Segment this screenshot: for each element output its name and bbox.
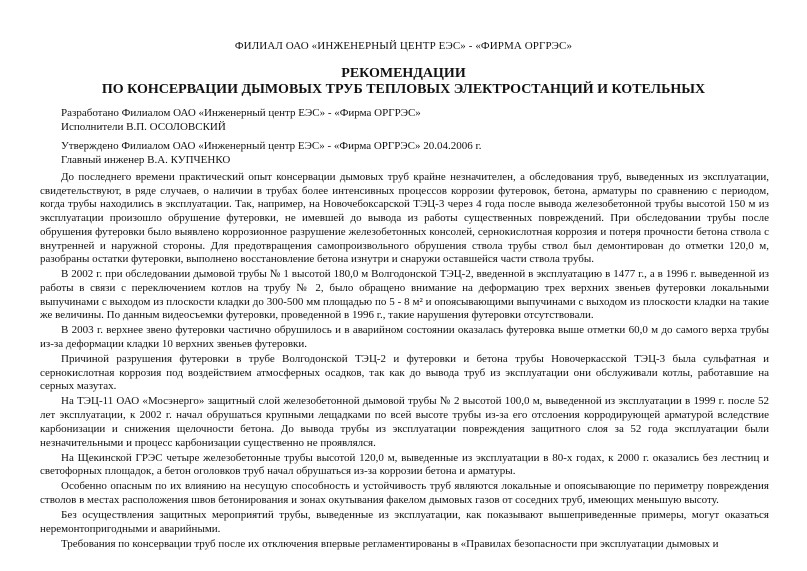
paragraph: В 2003 г. верхнее звено футеровки частично обрушилось и в аварийном состоянии оказалась футеровка выше отметки 60,0 м до самого верха трубы из-за деформации кладки 10 верхних звеньев футеровки.	[40, 324, 769, 351]
development-info	[61, 107, 421, 134]
paragraph: Без осуществления защитных мероприятий трубы, выведенные из эксплуатации, как показывают вышеприведенные примеры, могут оказаться неремонтопригодными и аварийными.	[40, 508, 769, 535]
approval-info	[61, 140, 482, 167]
document-subtitle: ПО КОНСЕРВАЦИИ ДЫМОВЫХ ТРУБ ТЕПЛОВЫХ ЭЛЕКТРОСТАНЦИЙ И КОТЕЛЬНЫХ	[101, 82, 706, 97]
chief-engineer: Главный инженер В.А. КУПЧЕНКО	[61, 153, 231, 166]
document-title: РЕКОМЕНДАЦИИ	[341, 66, 466, 81]
paragraph: На ТЭЦ-11 ОАО «Мосэнерго» защитный слой железобетонной дымовой трубы № 2 высотой 100,0 м, выведенной из эксплуатации в 1999 г. после 52 лет эксплуатации, к 2002 г. начал обрушаться крупными лещадками по всей высоте трубы из-за его отслоения корродирующей арматурой вследствие карбонизации и снижения щелочности бетона. До вывода трубы из эксплуатации повреждения защитного слоя за 52 года эксплуатации были незначительными и процесс карбонизации существенно не проявлялся.	[40, 395, 769, 449]
paragraph: Причиной разрушения футеровки в трубе Волгодонской ТЭЦ-2 и футеровки и бетона трубы Новочеркасской ТЭЦ-3 была сульфатная и сернокислотная коррозия под воздействием атмосферных осадков, так как до вывода труб из эксплуатации они обслуживали котлы, работавшие на серных мазутах.	[40, 353, 769, 393]
developed-by: Разработано Филиалом ОАО «Инженерный центр ЕЭС» - «Фирма ОРГРЭС»	[61, 107, 421, 119]
paragraph: До последнего времени практический опыт консервации дымовых труб крайне незначителен, а обследования труб, выведенных из эксплуатации, свидетельствуют, в ряде случаев, о наличии в трубах более интенсивных процессов коррозии футеровок, бетона, арматуры по сравнению с периодом, когда трубы находились в эксплуатации. Так, например, на Новочебоксарской ТЭЦ-3 через 4 года после вывода железобетонной трубы высотой 150 м из эксплуатации произошло обрушение футеровки, не имевшей до вывода из работы существенных повреждений. При обследовании трубы после обрушения футеровки было выявлено коррозионное разрушение железобетонных консолей, сернокислотная коррозия и потеря прочности бетона ствола с внутренней и наружной стороны. Для предотвращения самопроизвольного обрушения ствола трубы ствол был демонтирован до отметки 120,0 м, разобраны остатки футеровки, выполнено восстановление бетона изнутри и снаружи оставшейся части ствола трубы.	[40, 171, 769, 266]
organization-header: ФИЛИАЛ ОАО «ИНЖЕНЕРНЫЙ ЦЕНТР ЕЭС» - «ФИРМА ОРГРЭС»	[234, 40, 573, 52]
paragraph: Требования по консервации труб после их отключения впервые регламентированы в «Правилах безопасности при эксплуатации дымовых и	[61, 537, 719, 550]
paragraph: Особенно опасным по их влиянию на несущую способность и устойчивость труб являются локальные и опоясывающие по периметру повреждения стволов в местах расположения швов бетонирования и зонах окутывания факелом дымовых газов от соседних труб, имеющих меньшую высоту.	[40, 480, 769, 506]
executors: Исполнители В.П. ОСОЛОВСКИЙ	[61, 120, 226, 133]
paragraph: В 2002 г. при обследовании дымовой трубы № 1 высотой 180,0 м Волгодонской ТЭЦ-2, введенной в эксплуатацию в 1477 г., а в 1996 г. выведенной из работы в связи с переключением котлов на трубу № 2, было обращено внимание на деформацию трех верхних звеньев футеровки локальными выпучинами с выходом из плоскости кладки до 300-500 мм площадью по 5 - 8 м² и опоясывающими выпучинами с выходом из плоскости кладки на такие же величины. По данным видеосъемки футеровки, проведенной в 1996 г., такие нарушения футеровки отсутствовали.	[40, 268, 769, 322]
document-body	[40, 171, 769, 553]
approved-by: Утверждено Филиалом ОАО «Инженерный центр ЕЭС» - «Фирма ОРГРЭС» 20.04.2006 г.	[61, 140, 482, 152]
paragraph: На Щекинской ГРЭС четыре железобетонные трубы высотой 120,0 м, выведенные из эксплуатации в 80-х годах, к 2000 г. оказались без лестниц и светофорных площадок, а бетон оголовков труб начал обрушаться из-за коррозии бетона и арматуры.	[40, 451, 769, 478]
